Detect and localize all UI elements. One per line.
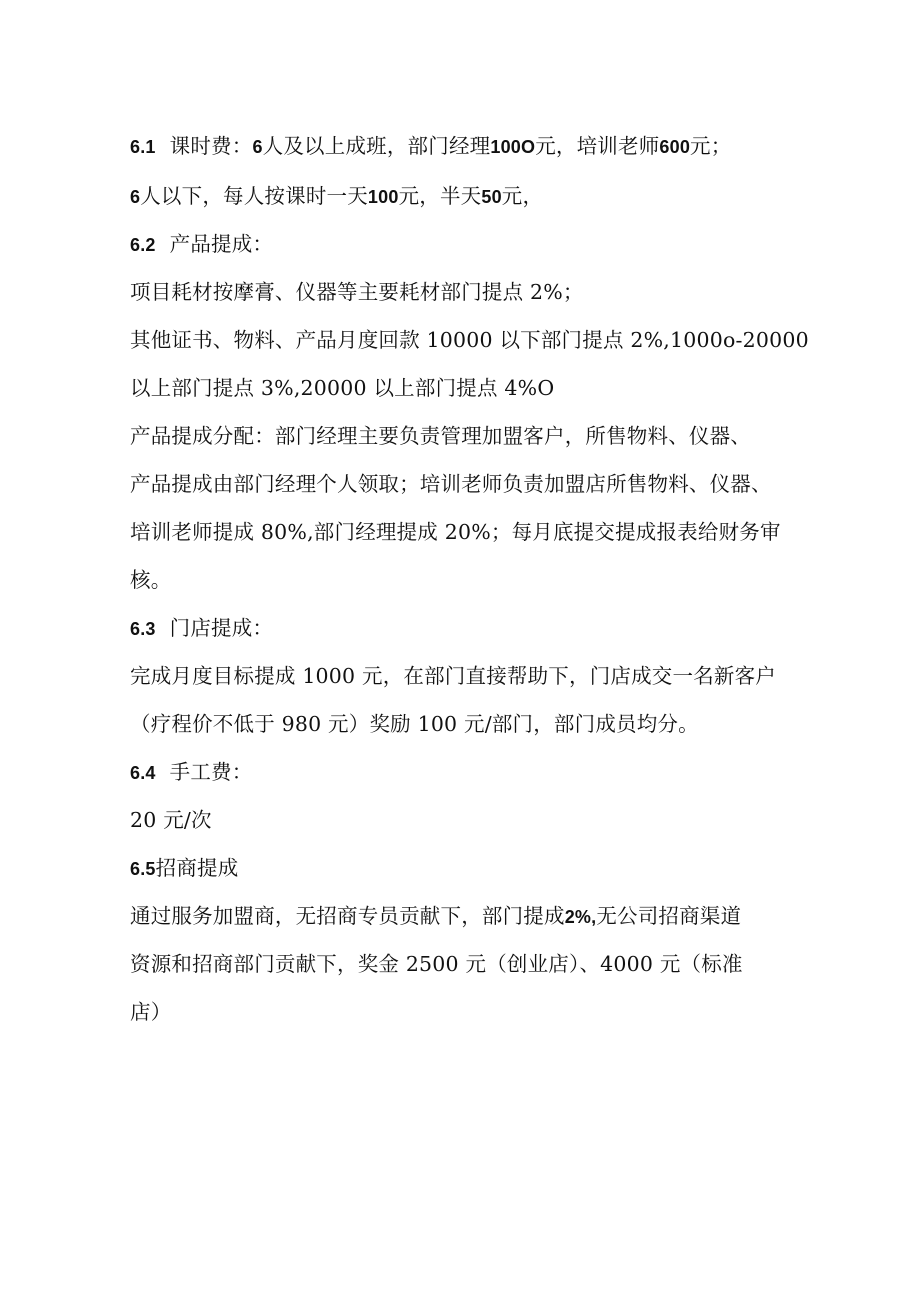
text-run: 元，半天 <box>398 184 482 208</box>
text-run: 无公司招商渠道 <box>596 904 742 928</box>
section-number: 6.1 <box>130 137 156 157</box>
body-line: 资源和招商部门贡献下，奖金 2500 元（创业店）、4000 元（标准 <box>130 952 743 976</box>
body-line: 核。 <box>130 568 172 592</box>
body-line: 完成月度目标提成 1000 元，在部门直接帮助下，门店成交一名新客户 <box>130 664 777 688</box>
text-run: 元； <box>690 134 732 158</box>
section-6-2-heading <box>130 229 273 260</box>
section-number: 6.2 <box>130 235 156 255</box>
number-run: 100O <box>490 137 536 157</box>
body-line: 项目耗材按摩膏、仪器等主要耗材部门提点 2%； <box>130 280 584 304</box>
section-6-1-line-2 <box>130 181 543 212</box>
body-line: 其他证书、物料、产品月度回款 10000 以下部门提点 2%,1000o-20000 <box>130 328 809 352</box>
body-line: 店） <box>130 1000 172 1024</box>
text-run: 元，培训老师 <box>535 134 660 158</box>
text-run: 元， <box>501 184 544 208</box>
section-title: 产品提成： <box>169 232 274 256</box>
section-6-1-line-1 <box>130 131 731 162</box>
text-run: 通过服务加盟商，无招商专员贡献下，部门提成 <box>130 904 565 928</box>
body-line: 产品提成分配：部门经理主要负责管理加盟客户，所售物料、仪器、 <box>130 424 751 448</box>
number-run: 6 <box>252 137 263 157</box>
body-line: 产品提成由部门经理个人领取；培训老师负责加盟店所售物料、仪器、 <box>130 472 772 496</box>
section-number: 6.5 <box>130 859 156 879</box>
body-line: 以上部门提点 3%,20000 以上部门提点 4%O <box>130 376 555 400</box>
text-run: 课时费： <box>169 134 253 158</box>
body-line: 20 元/次 <box>130 808 212 832</box>
number-run: 2%, <box>564 907 597 927</box>
section-number: 6.3 <box>130 619 156 639</box>
text-run: 人以下，每人按课时一天 <box>140 184 368 208</box>
section-title: 手工费： <box>169 760 253 784</box>
section-title: 门店提成： <box>169 616 274 640</box>
section-number: 6.4 <box>130 763 156 783</box>
text-run: 人及以上成班，部门经理 <box>262 134 491 158</box>
number-run: 100 <box>367 187 399 207</box>
number-run: 6 <box>130 187 141 207</box>
section-6-3-heading <box>130 613 273 644</box>
number-run: 50 <box>481 187 502 207</box>
number-run: 600 <box>659 137 691 157</box>
body-line: （疗程价不低于 980 元）奖励 100 元/部门，部门成员均分。 <box>130 712 699 736</box>
section-6-4-heading <box>130 757 252 788</box>
section-6-5-heading <box>130 853 238 884</box>
section-6-5-line-1 <box>130 901 741 932</box>
section-title: 招商提成 <box>155 856 239 880</box>
body-line: 培训老师提成 80%,部门经理提成 20%；每月底提交提成报表给财务审 <box>130 520 781 544</box>
